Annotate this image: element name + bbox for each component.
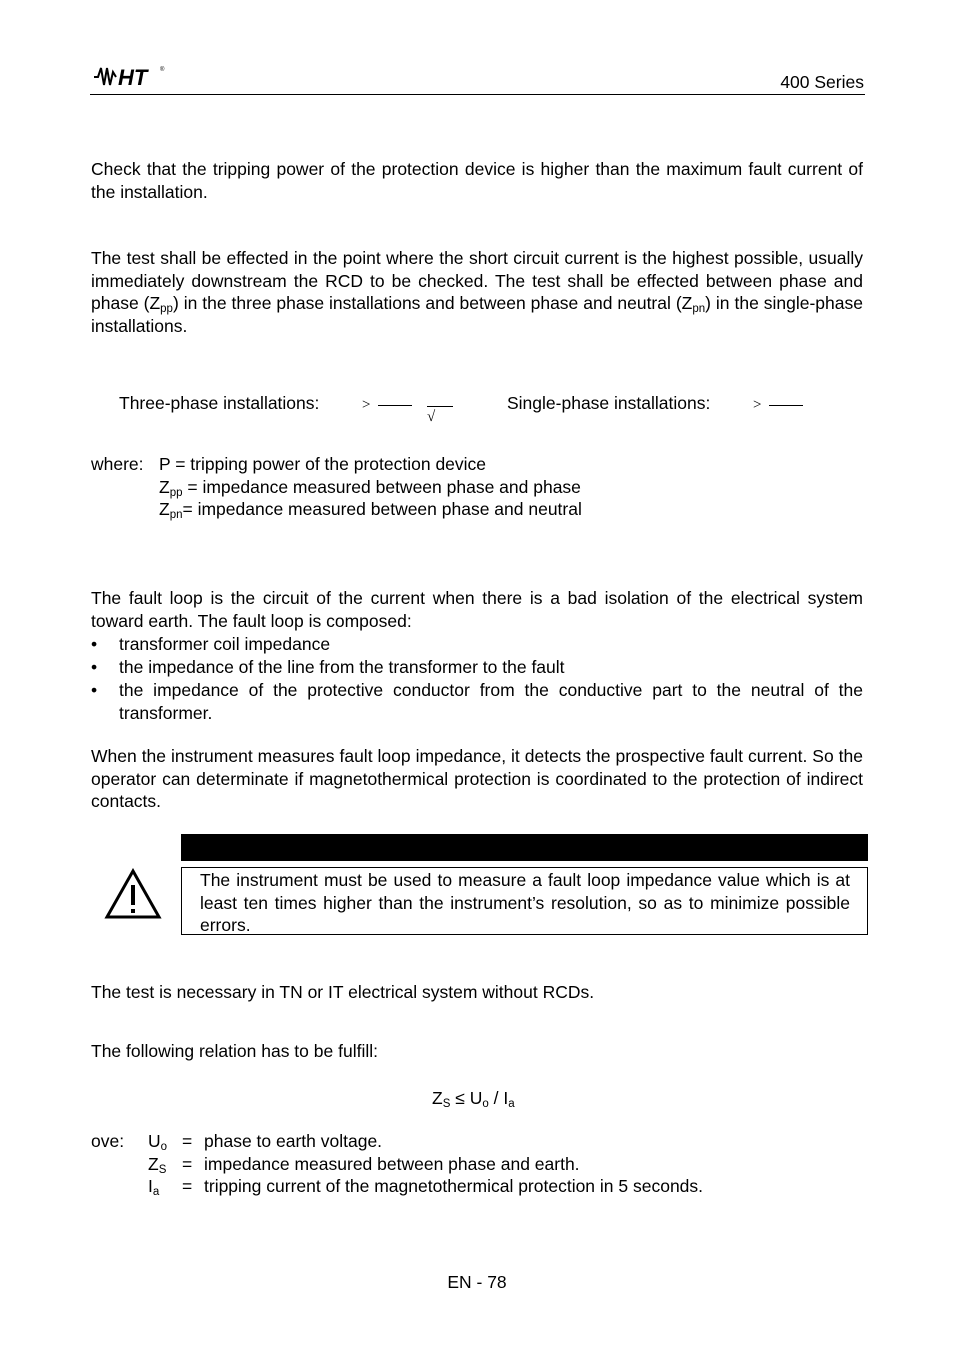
def-zs-text: impedance measured between phase and earth. xyxy=(204,1154,580,1174)
list-item: • transformer coil impedance xyxy=(91,634,331,654)
test-location-paragraph: The test shall be effected in the point where the short circuit current is the highest possible, usually immediately downstream the RCD to be checked. The test shall be effected between phase and phase $(Z_{pp})$ in the three phase installations and between phase and neutral $(Z_{pn})$ in the single-phase installations. xyxy=(91,248,863,336)
def-ia-symbol: $I_a$ xyxy=(148,1176,160,1198)
three-phase-formula: > √ xyxy=(362,394,457,430)
where-label: where: xyxy=(91,454,144,474)
where-p-definition: P = tripping power of the protection device xyxy=(159,454,487,474)
warning-text: The instrument must be used to measure a fault loop impedance value which is at least ten times higher than the instrument’s resolution, so as to minimize possible errors. xyxy=(200,870,850,935)
fault-loop-intro: The fault loop is the circuit of the current when there is a bad isolation of the electrical system toward earth. The fault loop is composed: xyxy=(91,588,863,631)
header-rule xyxy=(90,94,865,95)
def-zs-symbol: $Z_S$ xyxy=(148,1154,167,1176)
where-zpn-definition: $Z_{pn}=$ impedance measured between phase and neutral xyxy=(159,499,582,521)
three-phase-label: Three-phase installations: xyxy=(119,393,320,413)
svg-text:®: ® xyxy=(160,67,165,73)
def-ia-text: tripping current of the magnetothermical protection in 5 seconds. xyxy=(204,1176,704,1196)
svg-text:HT: HT xyxy=(118,65,148,89)
tripping-power-paragraph: Check that the tripping power of the protection device is higher than the maximum fault current of the installation. xyxy=(91,159,863,202)
def-uo-symbol: $U_o$ xyxy=(148,1131,168,1153)
warning-icon xyxy=(104,868,162,920)
def-ia-eq: = xyxy=(182,1176,193,1196)
def-zs-eq: = xyxy=(182,1154,193,1174)
fault-loop-list xyxy=(91,633,863,724)
where-zpp-definition: $Z_{pp}$ = impedance measured between phase and phase xyxy=(159,477,581,499)
page-number: EN - 78 xyxy=(447,1272,507,1292)
series-label: 400 Series xyxy=(780,72,864,92)
list-item: • the impedance of the protective conductor from the conductive part to the neutral of the transformer. xyxy=(91,680,863,723)
def-uo-text: phase to earth voltage. xyxy=(204,1131,383,1151)
single-phase-label: Single-phase installations: xyxy=(507,393,711,413)
ove-label: ove: xyxy=(91,1131,125,1151)
list-item: • the impedance of the line from the transformer to the fault xyxy=(91,656,565,677)
warning-header-bar xyxy=(181,834,868,861)
measurement-paragraph: When the instrument measures fault loop impedance, it detects the prospective fault current. So the operator can determinate if magnetothermical protection is coordinated to the protection of indirect contacts. xyxy=(91,746,863,811)
ht-logo-graphic xyxy=(92,63,172,89)
tn-it-paragraph: The test is necessary in TN or IT electrical system without RCDs. xyxy=(91,982,595,1002)
relation-paragraph: The following relation has to be fulfill: xyxy=(91,1041,378,1061)
def-uo-eq: = xyxy=(182,1131,193,1151)
single-phase-formula: > xyxy=(753,394,813,418)
relation-formula: $Z_S \le U_o / I_a$ xyxy=(432,1088,515,1110)
ht-logo xyxy=(92,63,172,89)
